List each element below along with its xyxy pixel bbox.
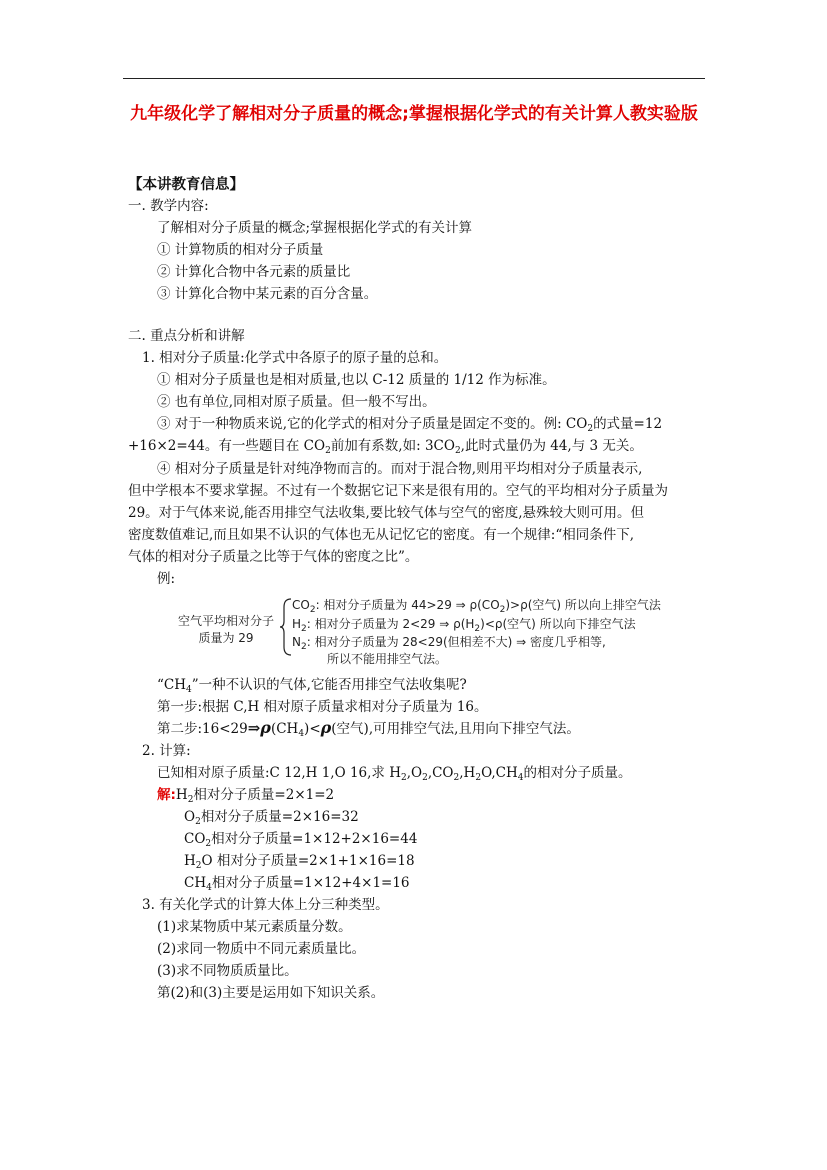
- text-run: )>ρ(空气) 所以向上排空气法: [505, 598, 661, 612]
- text-run: 已知相对原子质量:C 12,H 1,O 16,求 H: [157, 765, 401, 781]
- diagram-label: [170, 613, 282, 647]
- subscript: 4: [298, 729, 305, 739]
- text-run: “CH: [157, 677, 187, 693]
- ch4-step2: [157, 718, 580, 739]
- text-run: O,CH: [481, 765, 518, 781]
- text-run: : 相对分子质量为 2<29 ⇒ ρ(H: [306, 617, 475, 631]
- text-run: )<: [304, 721, 321, 737]
- diagram-row-conclusion: 所以不能用排空气法。: [327, 652, 448, 666]
- subscript: 2: [301, 624, 307, 634]
- part1-heading: 一. 教学内容:: [128, 198, 209, 214]
- part1-item-3: ③ 计算化合物中某元素的百分含量。: [157, 286, 378, 302]
- text-run: 相对分子质量=2×16=32: [200, 809, 359, 825]
- text-run: CO: [184, 831, 206, 847]
- diagram-row-co2: [292, 597, 661, 614]
- point3-type-3: (3)求不同物质质量比。: [157, 963, 298, 979]
- text-run: +16×2=44。有一些题目在 CO: [128, 438, 326, 454]
- subscript: 2: [195, 861, 202, 871]
- text-run: ,O: [406, 765, 423, 781]
- point1-heading: 1. 相对分子质量:化学式中各原子的原子量的总和。: [142, 350, 448, 366]
- text-run: 前加有系数,如: 3CO: [330, 438, 455, 454]
- text-run: ,H: [459, 765, 476, 781]
- point1-c-line1: [157, 414, 662, 434]
- calc-given: [157, 763, 631, 783]
- subscript: 2: [454, 446, 461, 456]
- point3-type-2: (2)求同一物质中不同元素质量比。: [157, 941, 366, 957]
- point3-note: 第(2)和(3)主要是运用如下知识关系。: [157, 985, 385, 1001]
- calc-result-h2: [157, 785, 334, 805]
- ch4-step1: 第一步:根据 C,H 相对原子质量求相对分子质量为 16。: [157, 699, 488, 715]
- text-run: 相对分子质量=2×1=2: [193, 787, 335, 803]
- subscript: 2: [422, 773, 428, 783]
- text-run: 相对分子质量=1×12+4×1=16: [211, 875, 410, 891]
- text-run: ,CO: [427, 765, 454, 781]
- text-run: (空气),可用排空气法,且用向下排空气法。: [331, 721, 580, 737]
- diagram-label-line2: 质量为 29: [198, 631, 254, 645]
- formula: CO: [292, 598, 310, 612]
- text-run: (CH: [270, 721, 299, 737]
- text-run: 相对分子质量=1×12+2×16=44: [211, 831, 418, 847]
- subscript: 2: [400, 773, 407, 783]
- text-run: : 相对分子质量为 28<29(但相差不大) ⇒ 密度几乎相等,: [306, 635, 606, 649]
- density-diagram: [170, 597, 710, 669]
- subscript: 2: [474, 624, 481, 634]
- point1-d-line4: 密度数值难记,而且如果不认识的气体也无从记忆它的密度。有一个规律:“相同条件下,: [128, 527, 635, 543]
- subscript: 2: [300, 642, 307, 652]
- text-run: ”一种不认识的气体,它能否用排空气法收集呢?: [191, 677, 467, 693]
- point1-d-line3: 29。对于气体来说,能否用排空气法收集,要比较气体与空气的密度,悬殊较大则可用。但: [128, 505, 645, 521]
- text-run: CH: [184, 875, 207, 891]
- text-run: )<ρ(空气) 所以向下排空气法: [480, 617, 636, 631]
- top-rule: [123, 78, 705, 79]
- point3-heading: 3. 有关化学式的计算大体上分三种类型。: [142, 897, 389, 913]
- subscript: 4: [186, 685, 192, 695]
- text-run: 第二步:16<29: [157, 721, 248, 737]
- subscript: 2: [309, 605, 316, 615]
- point1-d-line1: ④ 相对分子质量是针对纯净物而言的。而对于混合物,则用平均相对分子质量表示,: [157, 461, 643, 477]
- implies-arrow-icon: ⇒: [247, 719, 261, 737]
- subscript: 2: [587, 424, 594, 434]
- formula: N: [292, 635, 301, 649]
- part1-intro: 了解相对分子质量的概念;掌握根据化学式的有关计算: [157, 220, 473, 236]
- text-run: H: [175, 787, 188, 803]
- point1-c-line2: [128, 436, 643, 456]
- diagram-row-h2: [292, 616, 636, 633]
- ch4-question: [157, 675, 467, 695]
- text-run: ,此时式量仍为 44,与 3 无关。: [460, 438, 643, 454]
- subscript: 2: [187, 795, 194, 805]
- rho-symbol: ρ: [260, 718, 271, 737]
- text-run: 的相对分子质量。: [523, 765, 632, 781]
- diagram-row-n2: [292, 634, 606, 651]
- subscript: 2: [325, 446, 331, 456]
- calc-result-ch4: [184, 873, 410, 893]
- calc-result-co2: [184, 829, 417, 849]
- part1-item-1: ① 计算物质的相对分子质量: [157, 242, 324, 258]
- example-label: 例:: [157, 571, 176, 587]
- diagram-label-line1: 空气平均相对分子: [177, 614, 274, 628]
- point1-d-line5: 气体的相对分子质量之比等于气体的密度之比”。: [128, 549, 419, 565]
- subscript: 2: [453, 773, 460, 783]
- answer-label: 解:: [157, 787, 176, 803]
- rho-symbol: ρ: [320, 718, 332, 737]
- calc-result-o2: [184, 807, 359, 827]
- calc-result-h2o: [184, 851, 415, 871]
- subscript: 2: [499, 605, 506, 615]
- part2-heading: 二. 重点分析和讲解: [128, 328, 245, 344]
- text-run: O 相对分子质量=2×1+1×16=18: [201, 853, 415, 869]
- text-run: H: [184, 853, 196, 869]
- point1-b: ② 也有单位,同相对原子质量。但一般不写出。: [157, 394, 436, 410]
- text-run: ③ 对于一种物质来说,它的化学式的相对分子质量是固定不变的。例: CO: [157, 416, 588, 432]
- text-run: O: [184, 809, 196, 825]
- section-header: 【本讲教育信息】: [128, 177, 244, 193]
- subscript: 4: [206, 883, 212, 893]
- point3-type-1: (1)求某物质中某元素质量分数。: [157, 919, 352, 935]
- subscript: 2: [475, 773, 482, 783]
- page-title: 九年级化学了解相对分子质量的概念;掌握根据化学式的有关计算人教实验版: [130, 104, 698, 124]
- subscript: 4: [517, 773, 524, 783]
- point1-d-line2: 但中学根本不要求掌握。不过有一个数据它记下来是很有用的。空气的平均相对分子质量为: [128, 483, 668, 499]
- point1-a: ① 相对分子质量也是相对质量,也以 C-12 质量的 1/12 作为标准。: [157, 372, 556, 388]
- part1-item-2: ② 计算化合物中各元素的质量比: [157, 264, 351, 280]
- text-run: 的式量=12: [593, 416, 663, 432]
- point2-heading: 2. 计算:: [142, 743, 191, 759]
- subscript: 2: [205, 839, 212, 849]
- subscript: 2: [195, 817, 201, 827]
- brace-icon: [279, 597, 293, 657]
- formula: H: [292, 617, 302, 631]
- text-run: : 相对分子质量为 44>29 ⇒ ρ(CO: [315, 598, 500, 612]
